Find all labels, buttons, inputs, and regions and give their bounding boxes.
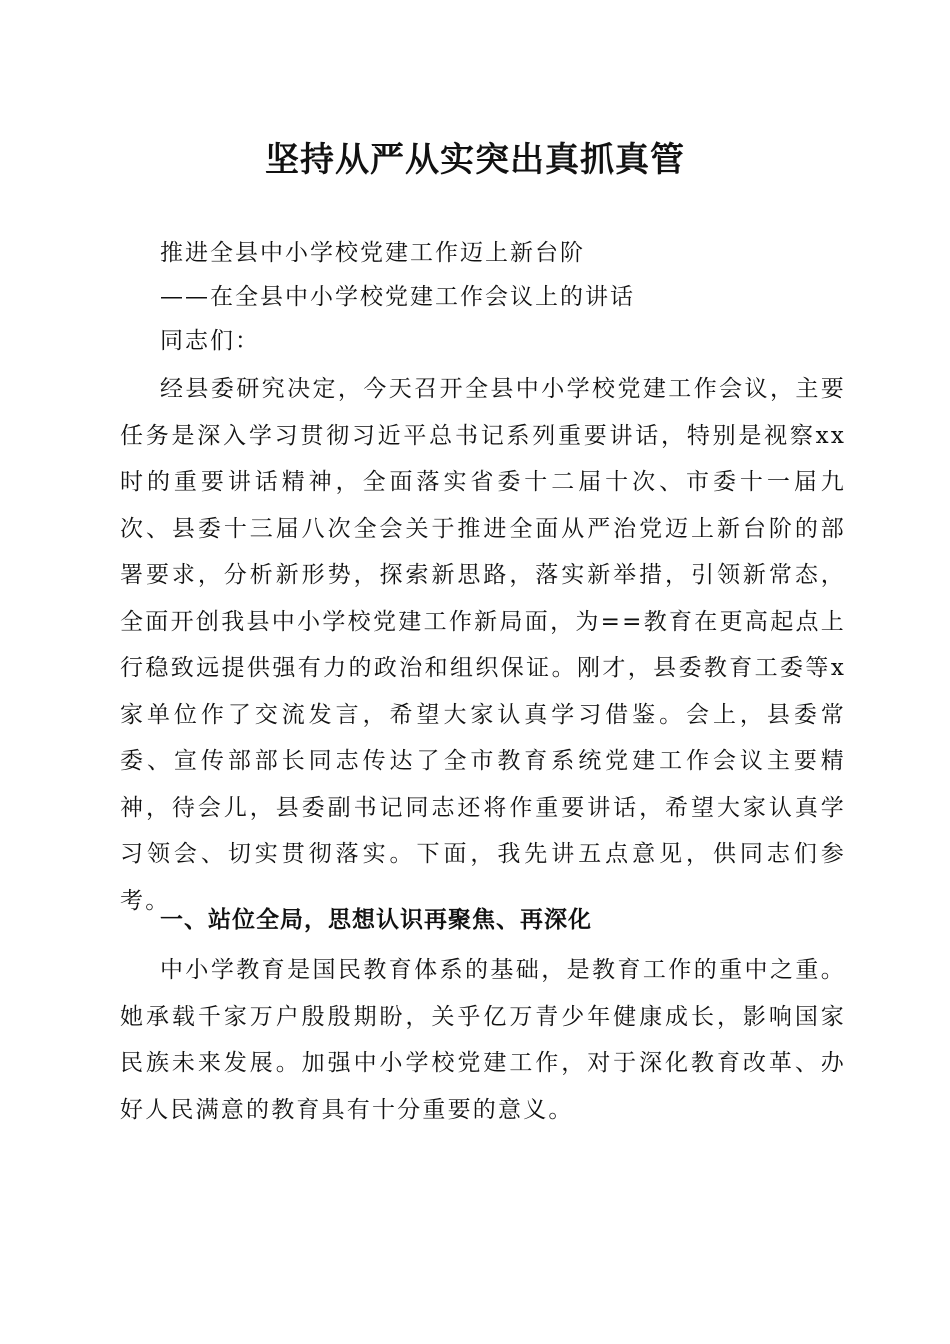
document-subheading: ——在全县中小学校党建工作会议上的讲话 [160, 284, 635, 310]
document-subtitle: 推进全县中小学校党建工作迈上新台阶 [160, 240, 585, 266]
section-1-paragraph: 中小学教育是国民教育体系的基础，是教育工作的重中之重。她承载千家万户殷殷期盼，关乎亿万青少年健康成长，影响国家民族未来发展。加强中小学校党建工作，对于深化教育改革、办好人民满意的教育具有十分重要的意义。 [120, 957, 846, 1123]
opening-paragraph: 经县委研究决定，今天召开全县中小学校党建工作会议，主要任务是深入学习贯彻习近平总书记系列重要讲话，特别是视察xx时的重要讲话精神，全面落实省委十二届十次、市委十一届九次、县委十三届八次全会关于推进全面从严治党迈上新台阶的部署要求，分析新形势，探索新思路，落实新举措，引领新常态，全面开创我县中小学校党建工作新局面，为==教育在更高起点上行稳致远提供强有力的政治和组织保证。刚才，县委教育工委等x家单位作了交流发言，希望大家认真学习借鉴。会上，县委常委、宣传部部长同志传达了全市教育系统党建工作会议主要精神，待会儿，县委副书记同志还将作重要讲话，希望大家认真学习领会、切实贯彻落实。下面，我先讲五点意见，供同志们参考。 [120, 376, 846, 914]
salutation: 同志们： [160, 328, 260, 354]
section-1-heading: 一、站位全局，思想认识再聚焦、再深化 [160, 907, 592, 933]
document-title: 坚持从严从实突出真抓真管 [265, 140, 685, 180]
